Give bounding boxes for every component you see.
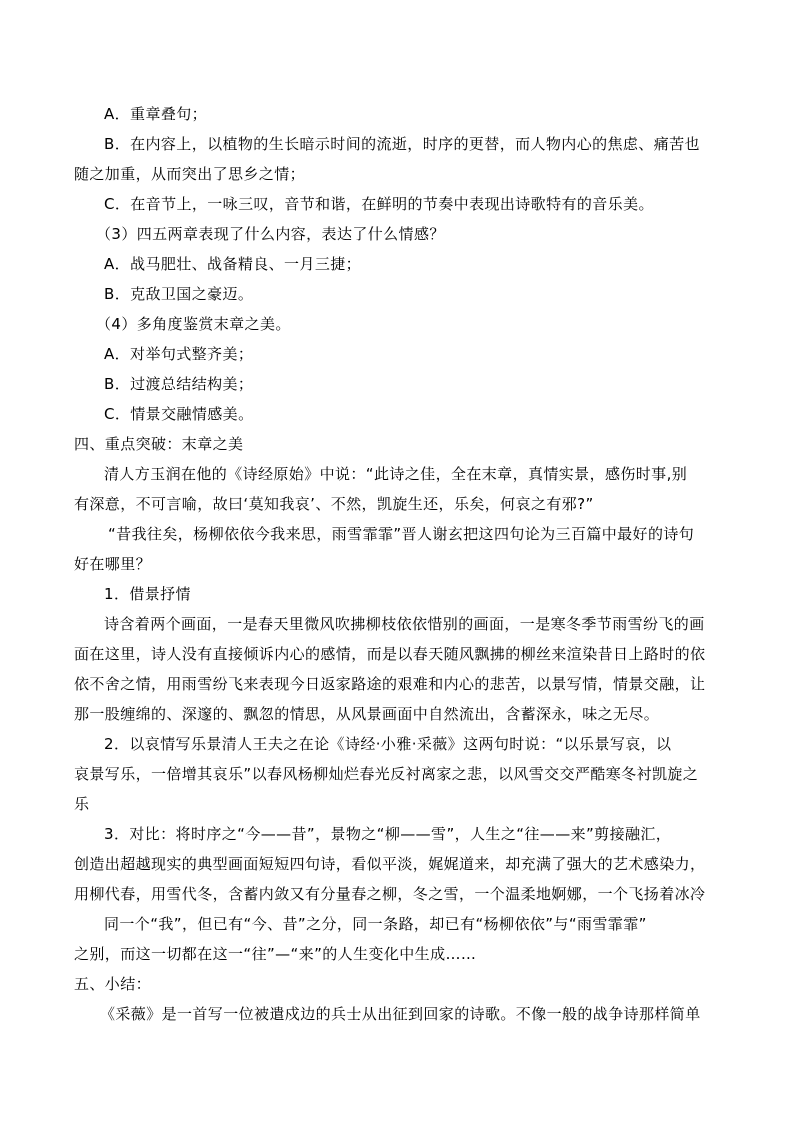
option-a-repetition: A．重章叠句；: [104, 105, 208, 123]
point-2-paragraph: 2．以哀情写乐景清人王夫之在论《诗经·小雅·采薇》这两句时说：“以乐景写哀，以: [104, 735, 672, 753]
q3-option-b: B．克敌卫国之豪迈。: [104, 285, 254, 303]
section-5-heading: 五、小结：: [74, 975, 152, 993]
point-3-paragraph-line2: 创造出超越现实的典型画面短短四句诗，看似平淡，娓娓道来，却充满了强大的艺术感染力，: [74, 855, 706, 873]
point-3-paragraph-line3: 用柳代春，用雪代冬，含蓄内敛又有分量春之柳，冬之雪，一个温柔地婀娜，一个飞扬着冰冷: [74, 885, 706, 903]
point-1-paragraph: 诗含着两个画面，一是春天里微风吹拂柳枝依依惜别的画面，一是寒冬季节雨雪纷飞的画: [104, 615, 705, 633]
q4-option-b: B．过渡总结结构美；: [104, 375, 254, 393]
point-1-heading: 1．借景抒情: [104, 585, 191, 603]
point-1-paragraph-line4: 那一股缠绵的、深邃的、飘忽的情思，从风景画面中自然流出，含蓄深永，味之无尽。: [74, 705, 660, 723]
point-2-paragraph-line2: 哀景写乐，一倍增其哀乐”以春风杨柳灿烂春光反衬离家之悲，以风雪交交严酷寒冬衬凯旋之: [74, 765, 699, 783]
xie-xuan-paragraph-cont: 好在哪里？: [74, 555, 152, 573]
question-4: （4）多角度鉴赏末章之美。: [96, 315, 291, 333]
section-4-heading: 四、重点突破：末章之美: [74, 435, 244, 453]
xie-xuan-paragraph: “昔我往矣，杨柳依依今我来思，雨雪霏霏”晋人谢玄把这四句论为三百篇中最好的诗句: [108, 525, 695, 543]
option-c-rhythm: C．在音节上，一咏三叹，音节和谐，在鲜明的节奏中表现出诗歌特有的音乐美。: [104, 195, 654, 213]
q3-option-a: A．战马肥壮、战备精良、一月三捷；: [104, 255, 362, 273]
point-3-paragraph: 3．对比：将时序之“今——昔”，景物之“柳——雪”，人生之“往——来”剪接融汇，: [104, 825, 672, 843]
point-2-paragraph-line3: 乐: [74, 795, 90, 813]
summary-paragraph: 《采薇》是一首写一位被遣戍边的兵士从出征到回家的诗歌。不像一般的战争诗那样简单: [100, 1005, 701, 1023]
option-b-content-cont: 随之加重，从而突出了思乡之情；: [74, 165, 306, 183]
point-1-paragraph-line3: 依不舍之情，用雨雪纷飞来表现今日返家路途的艰难和内心的悲苦，以景写情，情景交融，让: [74, 675, 706, 693]
q4-option-a: A．对举句式整齐美；: [104, 345, 254, 363]
point-3-paragraph-line4: 同一个“我”，但已有“今、昔”之分，同一条路，却已有“杨柳依依”与“雨雪霏霏”: [104, 915, 647, 933]
fang-yurun-quote: 清人方玉润在他的《诗经原始》中说：“此诗之佳，全在末章，真情实景，感伤时事,别: [104, 465, 688, 483]
q4-option-c: C．情景交融情感美。: [104, 405, 254, 423]
fang-yurun-quote-cont: 有深意，不可言喻，故曰‘莫知我哀’、不然，凯旋生还，乐矣，何哀之有邪?”: [74, 495, 594, 513]
option-b-content: B．在内容上，以植物的生长暗示时间的流逝，时序的更替，而人物内心的焦虑、痛苦也: [104, 135, 700, 153]
point-1-paragraph-line2: 面在这里，诗人没有直接倾诉内心的感情，而是以春天随风飘拂的柳丝来渲染昔日上路时的依: [74, 645, 706, 663]
question-3: （3）四五两章表现了什么内容，表达了什么情感？: [96, 225, 445, 243]
point-3-paragraph-line5: 之别，而这一切都在这一“往”—“来”的人生变化中生成……: [74, 945, 477, 963]
